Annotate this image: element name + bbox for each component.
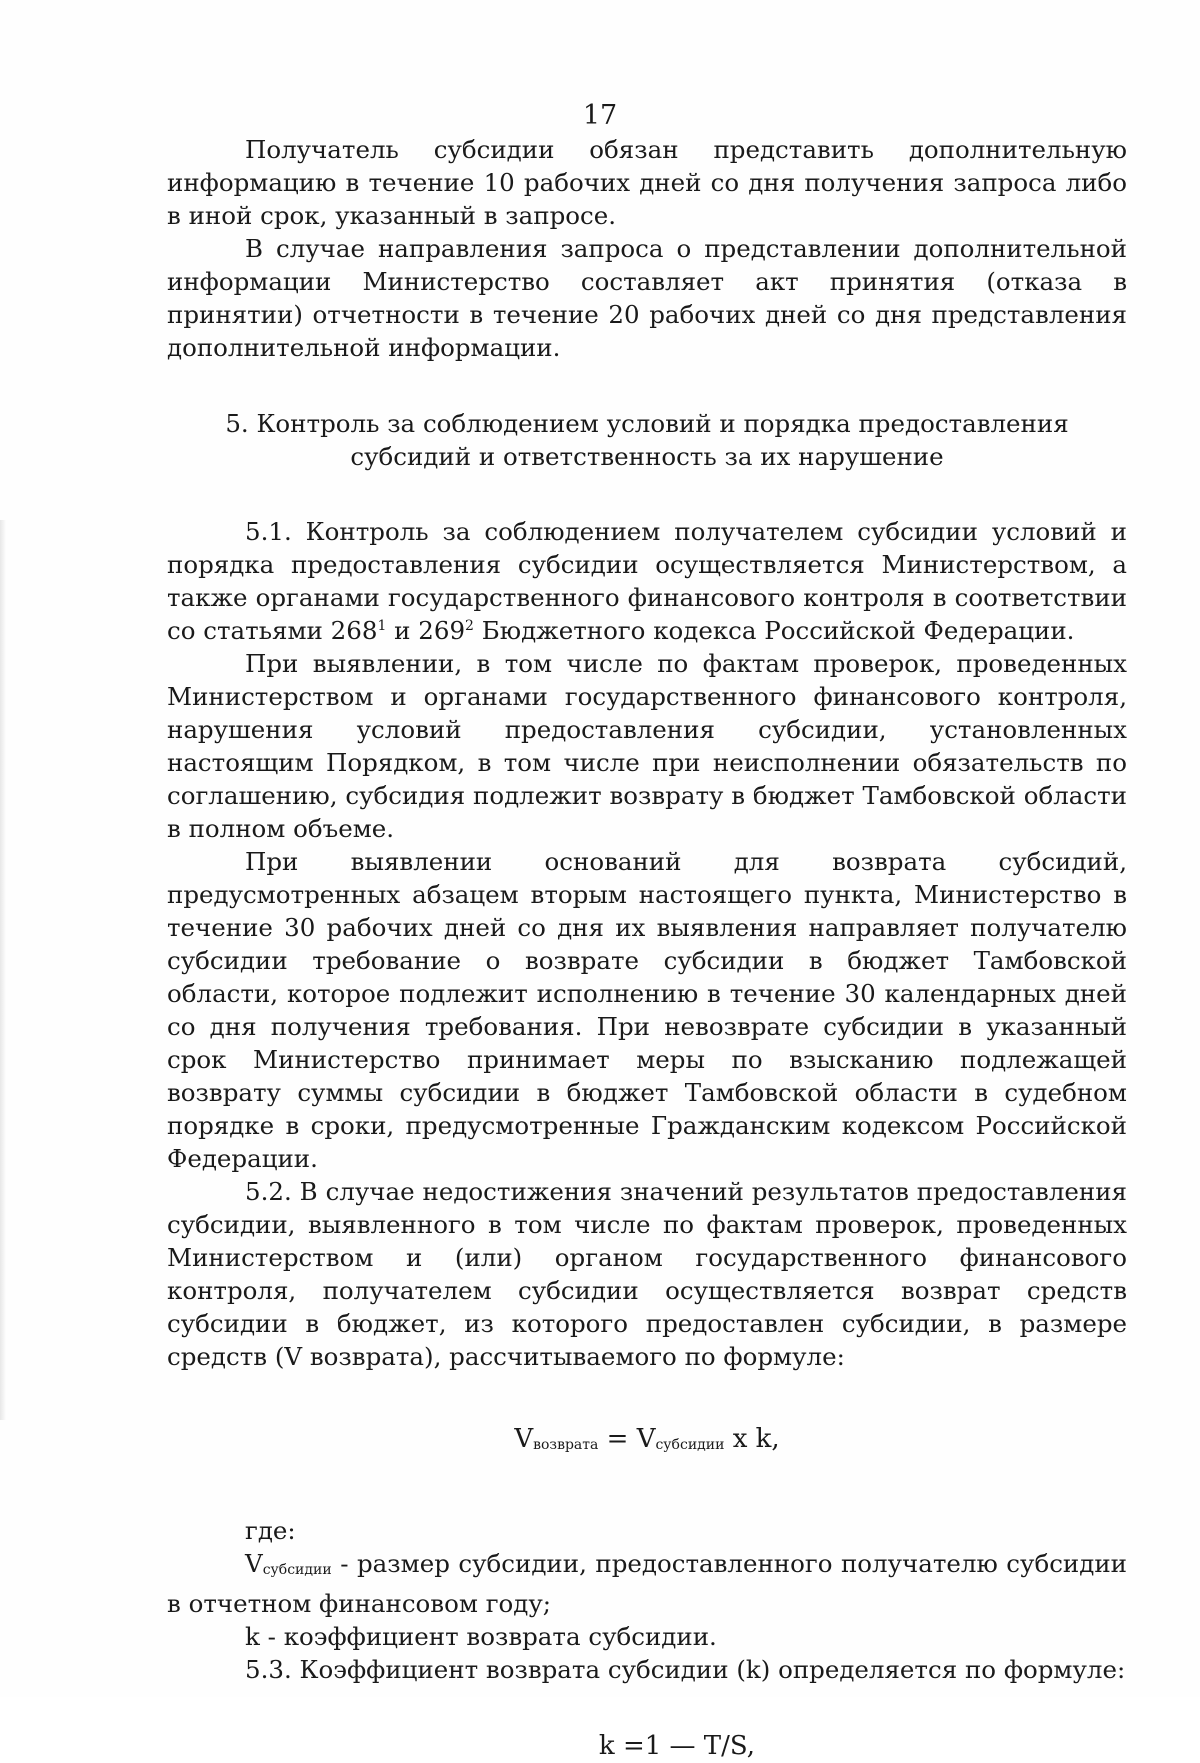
definition-v: V: [245, 1549, 263, 1578]
paragraph: В случае направления запроса о представлении дополнительной информации Министерство составляет акт принятия (отказа в принятии) отчетности в течение 20 рабочих дней со дня представления дополнительной информации.: [167, 234, 1127, 362]
formula-v2: V: [636, 1424, 656, 1454]
paragraph-5-1-text-a: 5.1. Контроль за соблюдением получателем субсидии условий и порядка предоставления субсидии осуществляется Министерством, а также органами государственного финансового контроля в соответствии со статьями 268: [167, 517, 1127, 645]
paragraph-5-3: 5.3. Коэффициент возврата субсидии (k) определяется по формуле:: [245, 1655, 1126, 1684]
document-body: [167, 133, 1127, 1763]
paragraph: Получатель субсидии обязан представить дополнительную информацию в течение 10 рабочих дней со дня получения запроса либо в иной срок, указанный в запросе.: [167, 135, 1127, 230]
formula-equals: =: [598, 1424, 637, 1454]
formula-tail: x k,: [724, 1424, 780, 1454]
section-heading-line-1: 5. Контроль за соблюдением условий и порядка предоставления: [225, 409, 1069, 438]
paragraph: При выявлении, в том числе по фактам проверок, проведенных Министерством и органами государственного финансового контроля, нарушения условий предоставления субсидии, установленных настоящим Порядком, в том числе при неисполнении обязательств по соглашению, субсидия подлежит возврату в бюджет Тамбовской области в полном объеме.: [167, 649, 1127, 843]
formula-v: V: [514, 1424, 534, 1454]
scan-edge-shadow: [0, 520, 6, 1420]
page-number: 17: [582, 100, 618, 131]
paragraph-5-1-text-b: и 269: [386, 616, 466, 645]
definition-k: k - коэффициент возврата субсидии.: [245, 1622, 717, 1651]
section-heading-line-2: субсидий и ответственность за их нарушение: [350, 442, 944, 471]
where-label: где:: [245, 1516, 296, 1545]
formula-return-volume: [167, 1423, 1127, 1462]
definition-v-text: - размер субсидии, предоставленного получателю субсидии в отчетном финансовом году;: [167, 1549, 1127, 1618]
superscript-2: 2: [465, 617, 474, 634]
paragraph-5-2: 5.2. В случае недостижения значений результатов предоставления субсидии, выявленного в том числе по фактам проверок, проведенных Министерством и (или) органом государственного финансового контроля, получателем субсидии осуществляется возврат средств субсидии в бюджет, из которого предоставлен субсидии, в размере средств (V возврата), рассчитываемого по формуле:: [167, 1177, 1127, 1371]
formula-sub-subsidy: субсидии: [655, 1437, 725, 1453]
formula-sub-return: возврата: [533, 1437, 599, 1453]
definition-v-subsidy: [167, 1547, 1127, 1620]
paragraph-5-1-text-c: Бюджетного кодекса Российской Федерации.: [473, 616, 1075, 645]
paragraph-5-1: [167, 515, 1127, 647]
superscript-1: 1: [377, 617, 387, 634]
section-heading: [167, 407, 1127, 473]
definition-v-sub: субсидии: [262, 1562, 332, 1578]
paragraph: При выявлении оснований для возврата субсидий, предусмотренных абзацем вторым настоящего пункта, Министерство в течение 30 рабочих дней со дня их выявления направляет получателю субсидии требование о возврате субсидии в бюджет Тамбовской области, которое подлежит исполнению в течение 30 календарных дней со дня получения требования. При невозврате субсидии в указанный срок Министерство принимает меры по взысканию подлежащей возврату суммы субсидии в бюджет Тамбовской области в судебном порядке в сроки, предусмотренные Гражданским кодексом Российской Федерации.: [167, 847, 1127, 1173]
formula-coefficient: k =1 — T/S,: [598, 1731, 756, 1761]
